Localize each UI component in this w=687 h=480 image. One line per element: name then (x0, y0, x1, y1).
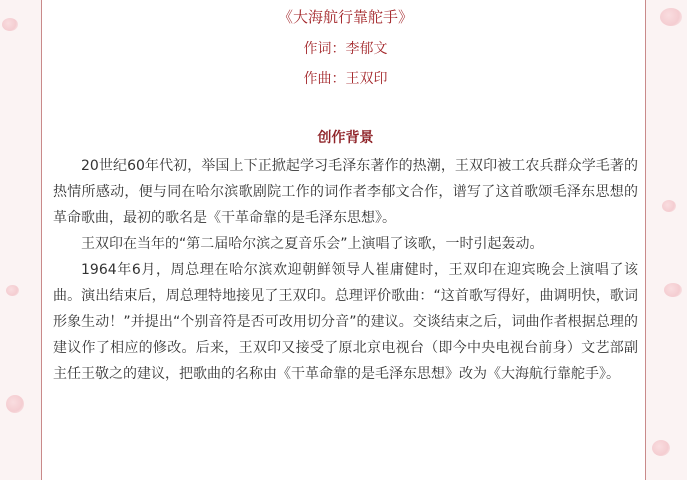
song-title: 《大海航行靠舵手》 (277, 8, 413, 26)
decorative-petal (662, 200, 676, 212)
decorative-petal (664, 283, 682, 297)
decorative-petal (6, 285, 19, 296)
decorative-petal (2, 18, 18, 31)
paragraph: 20世纪60年代初，举国上下正掀起学习毛泽东著作的热潮，王双印被工农兵群众学毛著的热情所感动，便与同在哈尔滨歌剧院工作的词作者李郁文合作，谱写了这首歌颂毛泽东思想的革命歌曲，最初的歌名是《干革命靠的是毛泽东思想》。 (53, 158, 638, 226)
section-heading: 创作背景 (317, 130, 374, 146)
decorative-petal (652, 440, 670, 456)
paragraph: 王双印在当年的“第二届哈尔滨之夏音乐会”上演唱了该歌，一时引起轰动。 (81, 236, 544, 252)
article-content (53, 0, 638, 478)
composer-credit: 作曲：王双印 (303, 71, 388, 87)
decorative-petal (660, 8, 682, 26)
background-text (53, 153, 638, 387)
lyricist-credit: 作词：李郁文 (303, 41, 388, 57)
decorative-petal (6, 395, 24, 413)
paragraph: 1964年6月，周总理在哈尔滨欢迎朝鲜领导人崔庸健时，王双印在迎宾晚会上演唱了该曲。演出结束后，周总理特地接见了王双印。总理评价歌曲：“这首歌写得好，曲调明快，歌词形象生动！”并提出“个别音符是否可改用切分音”的建议。交谈结束之后，词曲作者根据总理的建议作了相应的修改。后来，王双印又接受了原北京电视台（即今中央电视台前身）文艺部副主任王敬之的建议，把歌曲的名称由《干革命靠的是毛泽东思想》改为《大海航行靠舵手》。 (53, 262, 638, 382)
